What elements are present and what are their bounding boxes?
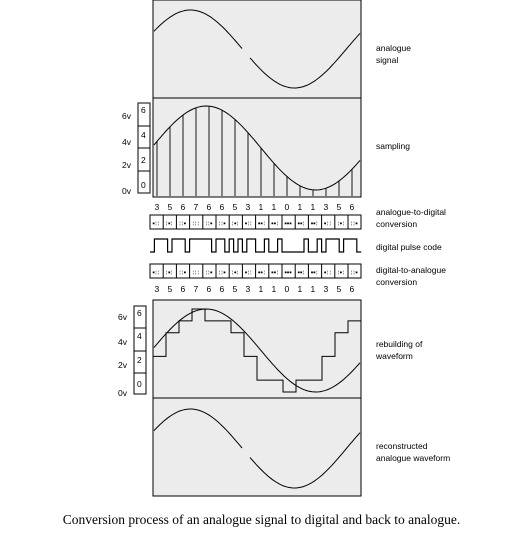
code-bits: ▪▪¦	[257, 221, 266, 227]
reconstructed-label-1: reconstructed	[376, 441, 428, 451]
volt-6v: 6v	[122, 111, 131, 121]
sample-value: 1	[310, 202, 316, 212]
sample-value: 3	[154, 284, 160, 294]
code-bits: ¦¦▪	[350, 221, 358, 227]
sample-value: 7	[193, 202, 199, 212]
sample-value: 3	[323, 202, 329, 212]
volt-0v-b: 0v	[118, 388, 127, 398]
sample-value: 6	[349, 202, 355, 212]
volt-2v: 2v	[122, 160, 131, 170]
code-bits: ¦¦¦	[191, 221, 200, 227]
volt-0v: 0v	[122, 186, 131, 196]
digital-pulse-train	[150, 239, 361, 252]
sample-value: 3	[323, 284, 329, 294]
level-0: 0	[141, 180, 146, 190]
sample-value: 3	[154, 202, 160, 212]
sample-value: 6	[219, 284, 225, 294]
code-bits: ¦▪¦	[337, 221, 345, 227]
svg-text:analogue	[376, 43, 411, 53]
reconstructed-label-2: analogue waveform	[376, 453, 451, 463]
analogue-signal-label-1: analogue	[376, 43, 411, 53]
sample-values-bottom	[155, 284, 355, 294]
figure-caption: Conversion process of an analogue signal to digital and back to analogue.	[62, 512, 461, 527]
analogue-signal-label-2: signal	[376, 55, 399, 65]
code-bits: ¦¦▪	[205, 270, 213, 276]
code-bits: ¦¦▪	[205, 221, 213, 227]
sampling-panel	[122, 98, 410, 197]
level-4: 4	[141, 130, 146, 140]
sample-value: 5	[336, 202, 342, 212]
level-2-b: 2	[137, 355, 142, 365]
dac-label-2: conversion	[376, 277, 418, 287]
sample-value: 6	[219, 202, 225, 212]
rebuild-label-2: waveform	[376, 351, 413, 361]
level-6-b: 6	[137, 308, 142, 318]
code-bits: ▪▪¦	[310, 270, 319, 276]
sample-value: 0	[284, 284, 290, 294]
code-bits: ¦¦▪	[218, 270, 226, 276]
sample-value: 6	[206, 284, 212, 294]
sample-value: 0	[284, 202, 290, 212]
svg-text:signal	[376, 55, 398, 65]
code-bits: ¦¦▪	[218, 221, 226, 227]
code-bits: ¦▪¦	[231, 270, 239, 276]
code-bits: ▪¦¦	[244, 221, 253, 227]
sample-value: 3	[245, 202, 251, 212]
sample-value: 1	[297, 284, 303, 294]
code-bits: ▪¦¦	[323, 221, 332, 227]
adc-label-2: conversion	[376, 219, 418, 229]
code-bits: ▪▪▪	[284, 270, 292, 276]
sample-value: 1	[271, 202, 277, 212]
sample-value: 1	[310, 284, 316, 294]
code-bits: ¦¦▪	[178, 270, 187, 276]
reconstructed-panel	[153, 398, 450, 496]
adc-code-boxes	[150, 215, 361, 229]
code-bits: ¦▪¦	[165, 270, 173, 276]
sample-value: 5	[232, 202, 238, 212]
sample-value: 1	[258, 202, 264, 212]
code-bits: ¦¦▪	[178, 221, 187, 227]
code-bits: ¦▪¦	[231, 221, 239, 227]
sample-value: 6	[206, 202, 212, 212]
code-bits: ▪¦¦	[152, 270, 160, 276]
volt-2v-b: 2v	[118, 360, 127, 370]
adc-label-1: analogue-to-digital	[376, 207, 446, 217]
voltage-scale-bottom	[118, 306, 146, 398]
code-bits: ¦▪¦	[165, 221, 173, 227]
analogue-signal-panel	[153, 0, 411, 98]
level-0-b: 0	[137, 379, 142, 389]
code-bits: ¦¦▪	[350, 270, 358, 276]
code-bits: ▪▪¦	[271, 221, 279, 227]
code-bits: ¦▪¦	[337, 270, 345, 276]
sampling-label: sampling	[376, 141, 411, 151]
level-4-b: 4	[137, 331, 142, 341]
sample-value: 6	[180, 284, 186, 294]
sample-value: 6	[349, 284, 355, 294]
code-bits: ▪▪¦	[271, 270, 279, 276]
code-bits: ▪▪¦	[310, 221, 319, 227]
code-bits: ▪¦¦	[152, 221, 160, 227]
code-bits: ▪▪¦	[297, 221, 305, 227]
sample-value: 1	[297, 202, 303, 212]
sample-value: 1	[258, 284, 264, 294]
volt-6v-b: 6v	[118, 312, 127, 322]
sample-value: 5	[167, 284, 173, 294]
level-6: 6	[141, 105, 146, 115]
code-bits: ▪¦¦	[244, 270, 253, 276]
sample-value: 6	[180, 202, 186, 212]
dac-code-boxes	[150, 264, 361, 278]
code-bits: ▪▪▪	[284, 221, 292, 227]
sample-value: 7	[193, 284, 199, 294]
pulse-label: digital pulse code	[376, 242, 442, 252]
code-bits: ▪▪¦	[297, 270, 305, 276]
sample-value: 1	[271, 284, 277, 294]
code-bits: ¦¦¦	[191, 270, 200, 276]
rebuilding-panel	[118, 300, 423, 398]
level-2: 2	[141, 155, 146, 165]
sample-value: 5	[336, 284, 342, 294]
rebuild-label-1: rebuilding of	[376, 339, 423, 349]
sample-value: 3	[245, 284, 251, 294]
sample-value: 5	[232, 284, 238, 294]
code-bits: ▪¦¦	[323, 270, 332, 276]
code-bits: ▪▪¦	[257, 270, 266, 276]
voltage-scale-top	[122, 103, 150, 196]
volt-4v: 4v	[122, 137, 131, 147]
sample-values-top	[155, 202, 355, 212]
volt-4v-b: 4v	[118, 337, 127, 347]
dac-label-1: digital-to-analogue	[376, 265, 446, 275]
sample-value: 5	[167, 202, 173, 212]
